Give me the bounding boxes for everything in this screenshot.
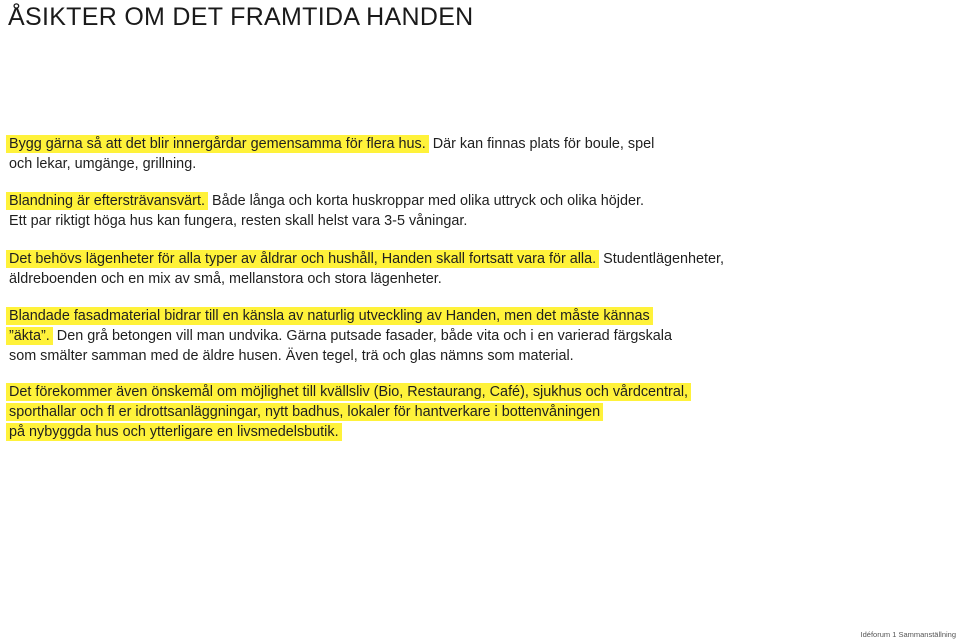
text-line	[9, 212, 644, 232]
highlighted-text: Det behövs lägenheter för alla typer av åldrar och hushåll, Handen skall fortsatt vara för alla.	[6, 250, 599, 268]
plain-text: äldreboenden och en mix av små, mellanstora och stora lägenheter.	[9, 270, 442, 287]
text-line	[9, 403, 691, 423]
text-line	[9, 250, 724, 270]
paragraph-services	[9, 383, 691, 442]
plain-text: Studentlägenheter,	[599, 251, 724, 267]
plain-text: Ett par riktigt höga hus kan fungera, resten skall helst vara 3-5 våningar.	[9, 212, 468, 229]
highlighted-text: ”äkta”.	[6, 327, 53, 345]
plain-text: Där kan finnas plats för boule, spel	[428, 136, 655, 152]
paragraph-apartments	[9, 250, 724, 290]
text-line	[9, 347, 672, 367]
plain-text: Den grå betongen vill man undvika. Gärna putsade fasader, både vita och i en varierad färgskala	[52, 327, 672, 344]
highlighted-text: Det förekommer även önskemål om möjlighet till kvällsliv (Bio, Restaurang, Café), sjukhus och vårdcentral,	[6, 383, 691, 401]
plain-text: Både långa och korta huskroppar med olika uttryck och olika höjder.	[207, 193, 644, 209]
highlighted-text: sporthallar och fl er idrottsanläggningar, nytt badhus, lokaler för hantverkare i bottenvåningen	[6, 403, 603, 421]
plain-text: och lekar, umgänge, grillning.	[9, 155, 197, 172]
text-line	[9, 383, 691, 403]
text-line	[9, 155, 654, 175]
text-line	[9, 192, 644, 212]
footer-label: Idéforum 1 Sammanställning	[860, 630, 956, 639]
page-title: ÅSIKTER OM DET FRAMTIDA HANDEN	[8, 3, 474, 31]
highlighted-text: Blandning är eftersträvansvärt.	[6, 192, 208, 210]
paragraph-courtyards	[9, 135, 654, 175]
paragraph-facades	[9, 307, 672, 366]
text-line	[9, 327, 672, 347]
text-line	[9, 135, 654, 155]
highlighted-text: på nybyggda hus och ytterligare en livsmedelsbutik.	[6, 423, 342, 441]
text-line	[9, 423, 691, 443]
highlighted-text: Bygg gärna så att det blir innergårdar gemensamma för flera hus.	[6, 135, 429, 153]
text-line	[9, 307, 672, 327]
paragraph-mix	[9, 192, 644, 232]
text-line	[9, 270, 724, 290]
highlighted-text: Blandade fasadmaterial bidrar till en känsla av naturlig utveckling av Handen, men det måste kännas	[6, 307, 653, 325]
plain-text: som smälter samman med de äldre husen. Även tegel, trä och glas nämns som material.	[9, 347, 574, 364]
